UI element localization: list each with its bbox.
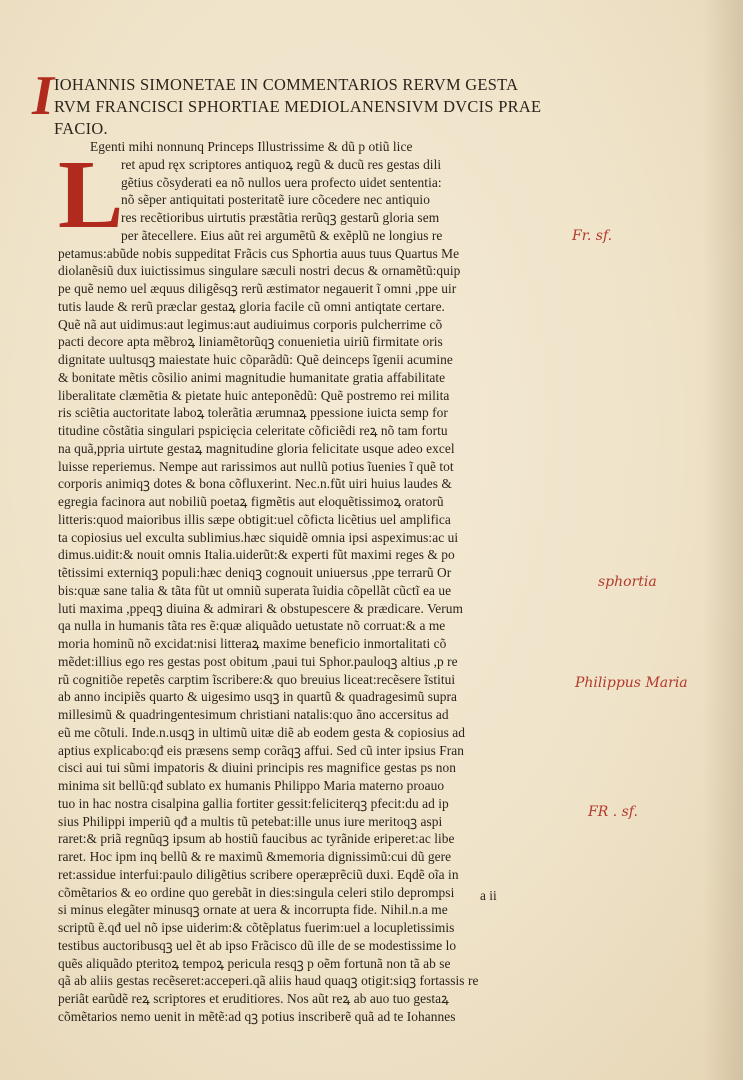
- text-line: scriptũ ẽ.qđ uel nõ ipse uiderim:& cõtẽplatus fuerim:uel a locupletissimis: [58, 920, 455, 935]
- margin-note-1: Fr. sf.: [572, 228, 613, 244]
- text-line: pacti decore apta mẽbroꝝ liniamẽtorũqꝫ conuenietia uiriũ firmitate oris: [58, 334, 443, 350]
- text-line: egregia facinora aut nobiliũ poetaꝝ figmẽtis aut eloquẽtissimoꝝ oratorũ: [58, 494, 444, 509]
- text-line: diolanẽsiũ dux iuictissimus singulare sæculi nostri decus & ornamẽtũ:quip: [58, 263, 461, 279]
- text-line: qa nulla in humanis tãta res ẽ:quæ aliquãdo uetustate nõ corruat:& a me: [58, 618, 446, 634]
- text-line: dimus.uidit:& nouit omnis Italia.uiderũt:& experti fũt maximi reges & po: [58, 547, 455, 563]
- text-line: tuo in hac nostra cisalpina gallia fortiter gessit:feliciterqꝫ pfecit:du ad ip: [58, 795, 449, 811]
- title-line-1: IOHANNIS SIMONETAE IN COMMENTARIOS RERVM GESTA: [54, 75, 519, 94]
- text-line: qã ab aliis gestas recẽseret:acceperi.qã aliis haud quaqꝫ otigit:siqꝫ fortassis re: [58, 973, 479, 989]
- title-line-2: RVM FRANCISCI SPHORTIAE MEDIOLANENSIVM DVCIS PRAE: [54, 97, 542, 116]
- text-line: litteris:quod maioribus illis sæpe obtigit:uel cõficta licẽtius uel amplifica: [58, 511, 451, 527]
- title-line-3: FACIO.: [54, 119, 108, 138]
- text-line: eũ me cõtuli. Inde.n.usqꝫ in ultimũ uitæ diẽ ab eodem gesta & copiosius ad: [58, 724, 465, 740]
- title-block: [32, 65, 554, 140]
- text-line: testibus auctoribusqꝫ uel ẽt ab ipso Frãcisco dũ ille de se modestissime lo: [58, 937, 457, 953]
- text-line: raret:& priã regnũqꝫ ipsum ab hostiũ faucibus ac tyrãnide eriperet:ac libe: [58, 831, 455, 847]
- text-line: gẽtius cõsyderati ea nõ nullos uera profecto uidet sententia:: [121, 174, 442, 190]
- text-line: cisci aui tui sũmi impatoris & diuini principis res magnifice gestas ps non: [58, 760, 456, 776]
- text-line: ris sciẽtia auctoritate laboꝝ tolerãtia ærumnaꝝ ppessione iuicta semp for: [58, 405, 448, 421]
- text-line: titudine cõstãtia singulari pspicięcia celeritate cõficiẽdi reꝝ nõ tam fortu: [58, 423, 448, 438]
- text-line: periãt earũdẽ reꝝ scriptores et eruditiores. Nos aũt reꝝ ab auo tuo gestaꝝ: [58, 991, 449, 1006]
- text-line: ret:assidue interfui:paulo diligẽtius scribere operæprẽciũ duxi. Eqdẽ oĩa in: [58, 866, 459, 882]
- text-line: mẽdet:illius ego res gestas post obitum ,paui tui Sphor.pauloqꝫ altius ,p re: [58, 653, 458, 669]
- text-line: tẽtissimi externiqꝫ populi:hæc deniqꝫ cognouit uniuersus ,ppe terrarũ Or: [58, 565, 452, 580]
- title-initial: I: [32, 65, 54, 127]
- text-line: ab anno incipiẽs quarto & uigesimo usqꝫ in quartũ & quadragesimũ supra: [58, 689, 457, 705]
- text-line: Egenti mihi nonnunq Princeps Illustrissime & dũ p otiũ lice: [90, 139, 413, 154]
- text-line: liberalitate clæmẽtia & pietate huic anteponẽdũ: Quẽ postremo rei milita: [58, 387, 450, 403]
- text-line: moria hominũ nõ excidat:nisi litteraꝝ maxime beneficio inmortalitati cõ: [58, 636, 447, 651]
- text-line: quẽs aliquãdo pteritoꝝ tempoꝝ pericula resqꝫ p oẽm fortunã non tã ab se: [58, 955, 451, 971]
- text-line: millesimũ & quadringentesimum christiani natalis:quo ãno accersitus ad: [58, 707, 449, 722]
- text-line: res recẽtioribus uirtutis præstãtia rerũqꝫ gestarũ gloria sem: [121, 210, 440, 225]
- text-line: tutis laude & rerũ præclar gestaꝝ gloria facile cũ omni antiqtate certare.: [58, 298, 445, 314]
- text-line: nõ sẽper antiquitati posteritatẽ iure cõcedere nec antiquio: [121, 192, 430, 208]
- body-text: [58, 138, 550, 1026]
- margin-note-4: FR . sf.: [588, 804, 638, 820]
- text-line: & bonitate mẽtis cõsilio animi magnitudie humanitate gratia affabilitate: [58, 369, 446, 385]
- text-line: corporis animiqꝫ dotes & bona cõfluxerint. Nec.n.fũt uiri huius laudes &: [58, 476, 452, 492]
- text-line: ta copiosius uel exculta sublimius.hæc siquidẽ omnia ipsi aspeximus:ac ui: [58, 529, 459, 545]
- text-line: luisse reperiemus. Nempe aut rarissimos aut nullũ potius ĩuenies ĩ quẽ tot: [58, 458, 454, 474]
- text-line: cõmẽtarios & eo ordine quo gerebãt in dies:singula celeri stilo deprompsi: [58, 884, 455, 900]
- margin-note-3: Philippus Maria: [575, 675, 688, 691]
- text-line: raret. Hoc ipm inq bellũ & re maximũ &memoria dignissimũ:cui dũ gere: [58, 849, 452, 864]
- text-line: Quẽ nã aut uidimus:aut legimus:aut audiuimus corporis pulcherrime cõ: [58, 316, 443, 332]
- text-line: si minus elegãter minusqꝫ ornate at uera & incorrupta fide. Nihil.n.a me: [58, 902, 448, 918]
- text-line: petamus:abũde nobis suppeditat Frãcis cus Sphortia auus tuus Quartus Me: [58, 245, 460, 261]
- signature-mark: a ii: [480, 888, 497, 903]
- drop-cap: L: [58, 141, 124, 249]
- text-line: rũ cognitiõe repetẽs carptim ĩscribere:& quo breuius liceat:recẽsere ĩstitui: [58, 671, 456, 687]
- text-line: aptius explicabo:qđ eis præsens semp corãqꝫ affui. Sed cũ inter ipsius Fran: [58, 742, 465, 758]
- margin-note-2: sphortia: [598, 574, 657, 590]
- text-line: per ãtecellere. Eius aũt rei argumẽtũ & exẽplũ ne longius re: [121, 227, 443, 243]
- text-line: sius Philippi imperiũ qđ a multis tũ petebat:ille unus iure meritoqꝫ aspi: [58, 813, 443, 829]
- text-line: pe quẽ nemo uel æquus diligẽsqꝫ rerũ æstimator negauerit ĩ omni ,ppe uir: [58, 281, 457, 296]
- text-line: cõmẽtarios nemo uenit in mẽtẽ:ad qꝫ potius inscriberẽ quã ad te Iohannes: [58, 1008, 456, 1024]
- text-line: luti maxima ,ppeqꝫ diuina & admirari & obstupescere & prædicare. Verum: [58, 600, 464, 616]
- text-line: ret apud ręx scriptores antiquoꝝ regũ & ducũ res gestas dili: [121, 156, 442, 172]
- text-line: na quã,ppria uirtute gestaꝝ magnitudine gloria felicitate usque adeo excel: [58, 440, 455, 456]
- text-line: bis:quæ sane talia & tãta fũt ut omniũ superata ĩuidia cõpellãt cũctĩ ea ue: [58, 582, 452, 598]
- text-line: dignitate uultusqꝫ maiestate huic cõparãdũ: Quẽ deinceps ĩgenii acumine: [58, 352, 453, 367]
- text-line: minima sit bellũ:qđ sublato ex humanis Philippo Maria materno proauo: [58, 778, 445, 793]
